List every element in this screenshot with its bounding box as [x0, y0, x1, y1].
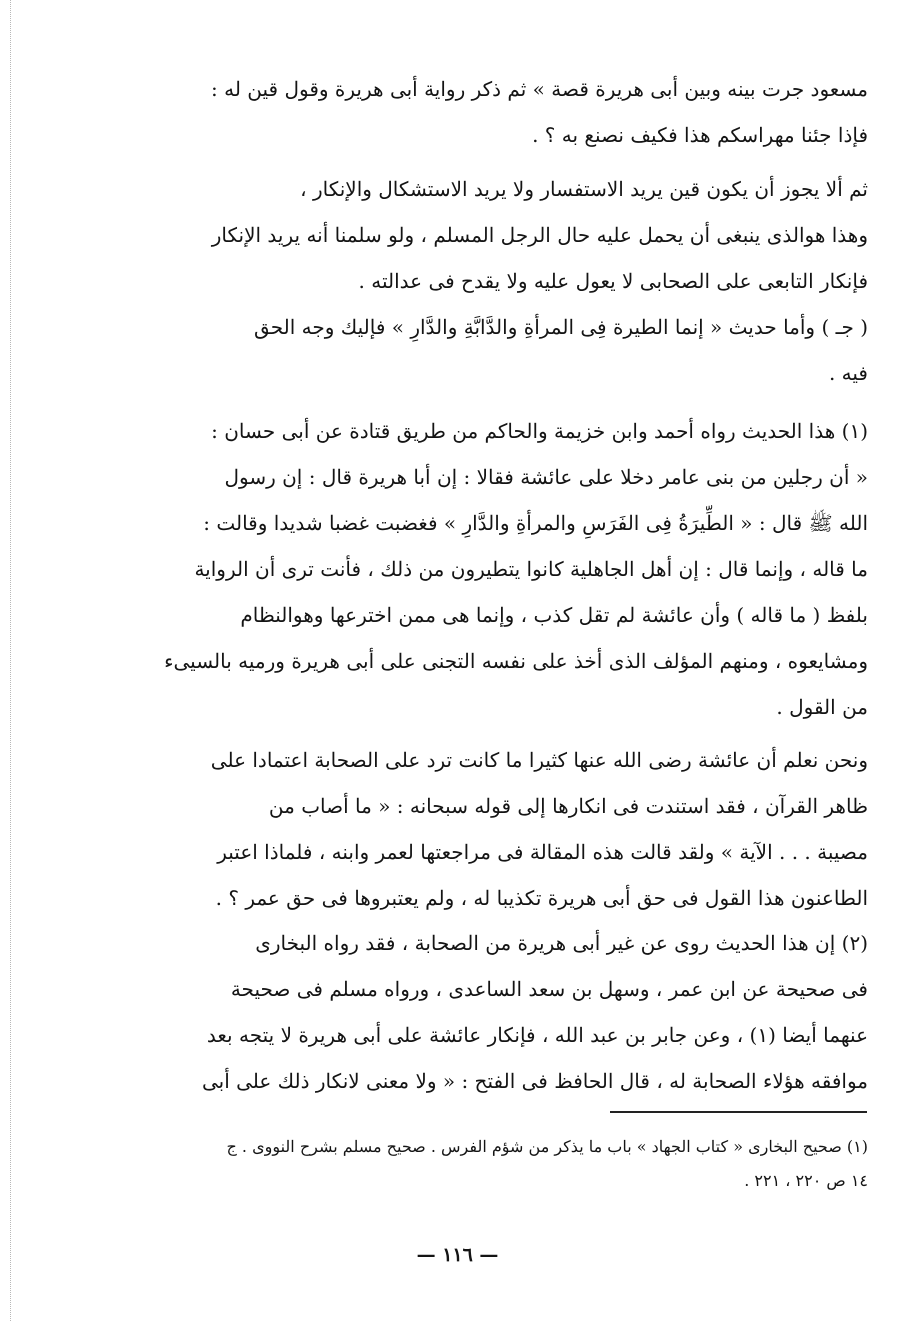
text-line: ما قاله ، وإنما قال : إن أهل الجاهلية كانوا يتطيرون من ذلك ، فأنت ترى أن الرواية	[194, 557, 868, 581]
text-line: (٢) إن هذا الحديث روى عن غير أبى هريرة من الصحابة ، فقد رواه البخارى	[255, 931, 868, 955]
text-line: ظاهر القرآن ، فقد استندت فى انكارها إلى قوله سبحانه : « ما أصاب من	[268, 794, 868, 818]
text-line: فيه .	[828, 361, 868, 385]
text-line: بلفظ ( ما قاله ) وأن عائشة لم تقل كذب ، وإنما هى ممن اخترعها وهوالنظام	[240, 603, 868, 627]
text-line: الله ﷺ قال : « الطِّيرَةُ فِى الفَرَسِ والمرأةِ والدَّارِ » فغضبت غضبا شديدا وقالت :	[203, 511, 868, 535]
footnote-line: ١٤ ص ٢٢٠ ، ٢٢١ .	[744, 1171, 868, 1190]
paragraph-2	[132, 166, 868, 304]
footnote	[132, 1130, 868, 1198]
paragraph-3	[132, 304, 868, 396]
text-line: عنهما أيضا (١) ، وعن جابر بن عبد الله ، فإنكار عائشة على أبى هريرة لا يتجه بعد	[206, 1023, 868, 1047]
text-line: فإنكار التابعى على الصحابى لا يعول عليه ولا يقدح فى عدالته .	[358, 269, 868, 293]
text-line: ثم ألا يجوز أن يكون قين يريد الاستفسار ولا يريد الاستشكال والإنكار ،	[300, 177, 868, 201]
page-number: — ١١٦ —	[416, 1244, 499, 1266]
footnote-separator	[610, 1111, 867, 1113]
text-line: (١) هذا الحديث رواه أحمد وابن خزيمة والحاكم من طريق قتادة عن أبى حسان :	[211, 419, 868, 443]
text-line: فى صحيحة عن ابن عمر ، وسهل بن سعد الساعدى ، ورواه مسلم فى صحيحة	[230, 977, 868, 1001]
text-line: من القول .	[776, 695, 868, 719]
text-line: ( جـ ) وأما حديث « إنما الطيرة فِى المرأةِ والدَّابَّةِ والدَّارِ » فإليك وجه الحق	[254, 315, 868, 339]
paragraph-5	[132, 737, 868, 921]
paragraph-6	[132, 920, 868, 1104]
text-line: موافقه هؤلاء الصحابة له ، قال الحافظ فى الفتح : « ولا معنى لانكار ذلك على أبى	[201, 1069, 868, 1093]
scan-edge-dotted-line	[10, 0, 11, 1321]
text-line: الطاعنون هذا القول فى حق أبى هريرة تكذيبا له ، ولم يعتبروها فى حق عمر ؟ .	[215, 886, 868, 910]
text-line: مسعود جرت بينه وبين أبى هريرة قصة » ثم ذكر رواية أبى هريرة وقول قين له :	[211, 77, 868, 101]
text-line: وهذا هوالذى ينبغى أن يحمل عليه حال الرجل المسلم ، ولو سلمنا أنه يريد الإنكار	[211, 223, 868, 247]
text-line: فإذا جئنا مهراسكم هذا فكيف نصنع به ؟ .	[532, 123, 868, 147]
footnote-line: (١) صحيح البخارى « كتاب الجهاد » باب ما يذكر من شؤم الفرس . صحيح مسلم بشرح النووى . ج	[226, 1137, 868, 1156]
text-line: ونحن نعلم أن عائشة رضى الله عنها كثيرا ما كانت ترد على الصحابة اعتمادا على	[210, 748, 868, 772]
text-line: « أن رجلين من بنى عامر دخلا على عائشة فقالا : إن أبا هريرة قال : إن رسول	[224, 465, 868, 489]
text-line: مصيبة . . . الآية » ولقد قالت هذه المقالة فى مراجعتها لعمر وابنه ، فلماذا اعتبر	[217, 840, 868, 864]
paragraph-4	[132, 408, 868, 730]
text-line: ومشايعوه ، ومنهم المؤلف الذى أخذ على نفسه التجنى على أبى هريرة ورميه بالسيىء	[164, 649, 868, 673]
paragraph-1	[132, 66, 868, 158]
